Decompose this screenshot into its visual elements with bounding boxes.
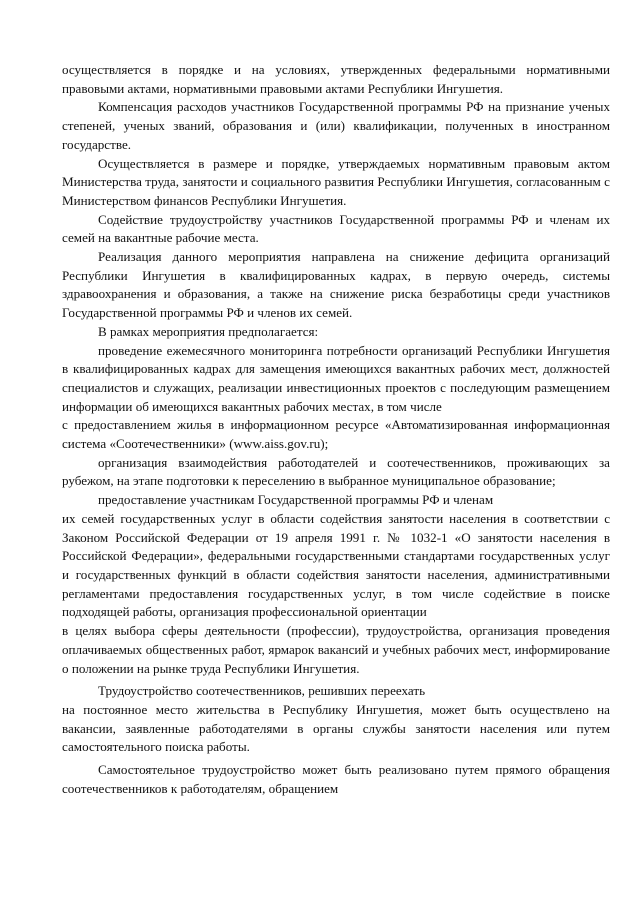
paragraph-degree-recognition-compensation: Компенсация расходов участников Государственной программы РФ на признание ученых степеней, ученых званий, образования и (или) квалификации, полученных в иностранном государстве. [62, 99, 610, 152]
paragraph-legal-basis-continuation: осуществляется в порядке и на условиях, утвержденных федеральными нормативными правовыми актами, нормативными правовыми актами Республики Ингушетия. [62, 62, 610, 96]
paragraph-public-services-intro: предоставление участникам Государственной программы РФ и членам [98, 492, 494, 508]
paragraph-relocation-employment: на постоянное место жительства в Республику Ингушетия, может быть осуществлено на вакансии, заявленные работодателями в органы службы занятости населения или путем самостоятельного поиска работы. [62, 701, 610, 755]
paragraph-vacancy-monitoring: проведение ежемесячного мониторинга потребности организаций Республики Ингушетия в квалифицированных кадрах для замещения имеющихся вакантных рабочих мест, должностей специалистов и служащих, реализации инвестиционных проектов с последующим размещением информации об имеющихся вакантных рабочих местах, в том числе [62, 342, 610, 414]
paragraph-public-services-law: их семей государственных услуг в области содействия занятости населения в соответствии с Законом Российской Федерации от 19 апреля 1991 г. № 1032-1 «О занятости населения в Российской Федерации», федеральными государственными стандартами государственных услуг и государственных функций в области содействия занятости населения, административными регламентами предоставления государственных услуг, в том числе содействие в поиске подходящей работы, организация профессиональной ориентации [62, 510, 610, 620]
paragraph-housing-info-resource: с предоставлением жилья в информационном ресурсе «Автоматизированная информационная система «Соотечественники» (www.aiss.gov.ru); [62, 417, 610, 452]
paragraph-employment-assistance-heading: Содействие трудоустройству участников Государственной программы РФ и членам их семей на вакантные рабочие места. [62, 211, 610, 246]
paragraph-career-guidance: в целях выбора сферы деятельности (профессии), трудоустройства, организация проведения оплачиваемых общественных работ, ярмарок вакансий и учебных рабочих мест, информирование о положении на рынке труда Республики Ингушетия. [62, 623, 610, 676]
paragraph-self-employment: Самостоятельное трудоустройство может быть реализовано путем прямого обращения соотечественников к работодателям, обращением [62, 762, 610, 796]
document-page [62, 61, 610, 798]
paragraph-employer-interaction: организация взаимодействия работодателей и соотечественников, проживающих за рубежом, на этапе подготовки к переселению в выбранное муниципальное образование; [62, 454, 610, 489]
paragraph-compensation-procedure: Осуществляется в размере и порядке, утверждаемых нормативным правовым актом Министерства труда, занятости и социального развития Республики Ингушетия, согласованным с Министерством финансов Республики Ингушетия. [62, 155, 610, 208]
paragraph-measure-intro: В рамках мероприятия предполагается: [98, 323, 319, 339]
paragraph-relocation-employment-intro: Трудоустройство соотечественников, решивших переехать [98, 683, 426, 699]
paragraph-measure-purpose: Реализация данного мероприятия направлена на снижение дефицита организаций Республики Ингушетия в квалифицированных кадрах, в первую очередь, системы здравоохранения и образования, а также на снижение риска безработицы среди участников Государственной программы РФ и членов их семей. [62, 249, 610, 321]
